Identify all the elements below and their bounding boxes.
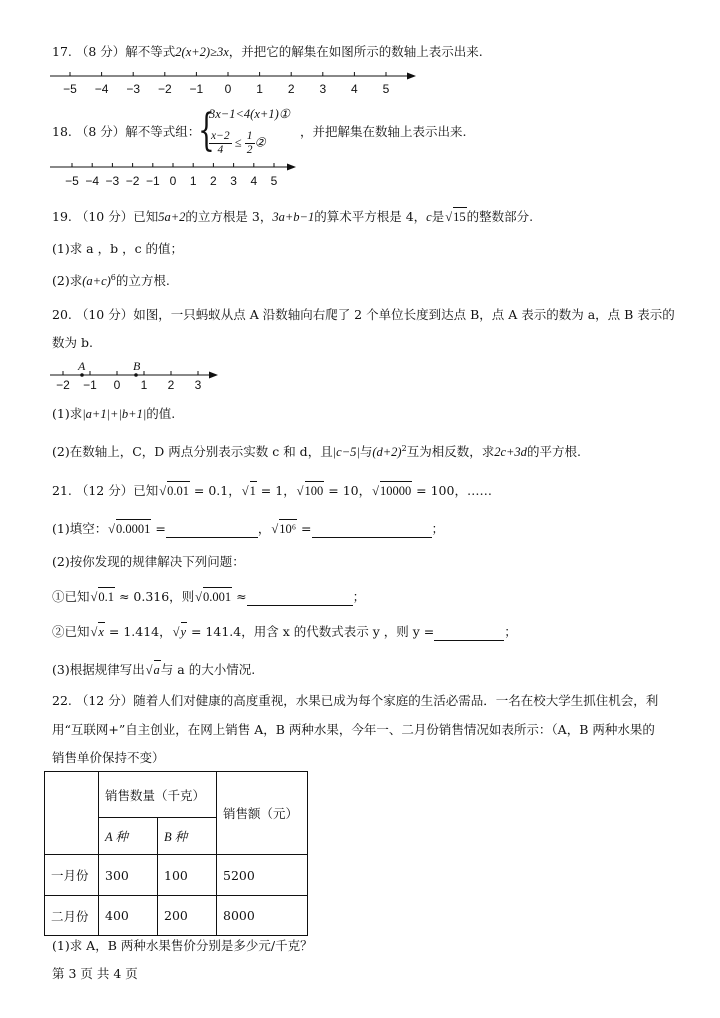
- table-cell-month: 一月份: [45, 855, 99, 896]
- table-row: [45, 896, 308, 936]
- q17-axis-tick-label: 2: [287, 82, 295, 96]
- q17-axis-tick-label: −1: [189, 82, 204, 96]
- table-corner-cell: [45, 772, 99, 855]
- page-footer: 第 3 页 共 4 页: [52, 966, 138, 981]
- table-header-quantity: 销售数量（千克）: [99, 772, 217, 818]
- q20-point-b-dot: [134, 373, 138, 377]
- table-header-amount: 销售额（元）: [217, 772, 308, 855]
- q20-axis-tick-label: −2: [56, 378, 70, 392]
- q20-point-a-dot: [80, 373, 84, 377]
- table-cell-amount: 8000: [217, 896, 308, 936]
- q22-part1: (1)求 A，B 两种水果售价分别是多少元/千克？: [52, 938, 313, 953]
- q18-axis-tick-label: −1: [145, 174, 160, 188]
- q22-stem-line3: 销售单价保持不变）: [52, 750, 165, 765]
- q18-inequality-2: $\frac{x-2}{4}$ ≤ $\frac{1}{2}$ ②: [211, 130, 266, 156]
- q18-axis-tick-label: 5: [270, 174, 278, 188]
- q21-answer-blank-4[interactable]: [434, 626, 504, 641]
- q20-part1: (1)求|a+1|+|b+1|的值.: [52, 406, 176, 421]
- q20-stem-line1: 20. （10 分）如图，一只蚂蚁从点 A 沿数轴向右爬了 2 个单位长度到达点 B，点 A 表示的数为 a，点 B 表示的: [52, 307, 675, 322]
- q21-part2: (2)按你发现的规律解决下列问题：: [52, 554, 245, 569]
- q18-axis-tick-label: −2: [125, 174, 140, 188]
- q17-axis-tick-label: −3: [126, 82, 141, 96]
- q18-suffix: ，并把解集在数轴上表示出来.: [300, 124, 467, 139]
- q18-axis-tick-label: −3: [105, 174, 120, 188]
- table-cell-a: 300: [99, 855, 158, 896]
- table-cell-amount: 5200: [217, 855, 308, 896]
- q19-part2: (2)求$(a+c)^6$的立方根.: [52, 272, 170, 288]
- q18-brace: {: [198, 105, 215, 156]
- q20-axis-tick-label: 3: [194, 378, 202, 392]
- q17-axis-tick-label: −4: [94, 82, 109, 96]
- q20-axis-tick-label: 2: [167, 378, 175, 392]
- q20-point-b-label: B: [133, 359, 141, 373]
- q21-answer-blank-1[interactable]: [166, 523, 258, 538]
- q17-inequality: 2(x+2)≥3x: [175, 45, 229, 59]
- q17-axis-tick-label: 3: [319, 82, 327, 96]
- q18-axis-tick-label: −5: [65, 174, 79, 188]
- q21-stem: 21. （12 分）已知 √ 0.01 = 0.1， √ 1 = 1， √ 100 = 10， √ 10000 = 100，……: [52, 481, 492, 500]
- table-cell-b: 100: [158, 855, 217, 896]
- q20-axis-arrow: [209, 372, 218, 379]
- q18-prefix: 18. （8 分）解不等式组：: [52, 124, 201, 139]
- q21-answer-blank-3[interactable]: [247, 591, 353, 606]
- q21-answer-blank-2[interactable]: [312, 523, 432, 538]
- q17-axis-tick-label: 0: [224, 82, 232, 96]
- q18-axis-tick-label: 4: [250, 174, 258, 188]
- q22-stem-line2: 用“互联网+”自主创业，在网上销售 A，B 两种水果，今年一、二月份销售情况如表所示：（A，B 两种水果的: [52, 722, 655, 737]
- q17-stem: 17. （8 分）解不等式2(x+2)≥3x，并把它的解集在如图所示的数轴上表示出来.: [52, 44, 483, 59]
- sales-table: [44, 771, 308, 936]
- q21-part3: (3)根据规律写出 √ a与 a 的大小情况.: [52, 660, 255, 679]
- table-cell-month: 二月份: [45, 896, 99, 936]
- q18-axis-tick-label: 0: [169, 174, 177, 188]
- table-cell-a: 400: [99, 896, 158, 936]
- q18-axis-tick-label: −4: [85, 174, 100, 188]
- q21-case2: ②已知 √ x = 1.414， √ y = 141.4，用含 x 的代数式表示 y ，则 y = ；: [52, 622, 517, 641]
- q18-axis-tick-label: 3: [230, 174, 237, 188]
- q19-part1: (1)求 a ，b ，c 的值；: [52, 241, 184, 256]
- q17-axis-tick-label: 1: [256, 82, 263, 96]
- q19-sqrt-15: √ 15: [453, 207, 466, 226]
- q20-axis-tick-label: 1: [140, 378, 148, 392]
- q20-point-a-label: A: [78, 359, 86, 373]
- q18-axis-tick-label: 2: [210, 174, 217, 188]
- q17-axis-tick-label: 4: [351, 82, 358, 96]
- q18-axis-tick-label: 1: [189, 174, 197, 188]
- q20-part2: (2)在数轴上，C，D 两点分别表示实数 c 和 d，且|c−5|与$(d+2)^2$互为相反数，求2c+3d的平方根.: [52, 443, 581, 459]
- q22-stem-line1: 22. （12 分）随着人们对健康的高度重视，水果已成为每个家庭的生活必需品．一名在校大学生抓住机会，利: [52, 693, 659, 708]
- q17-axis-tick-label: −2: [157, 82, 172, 96]
- table-header-b: B 种: [158, 818, 217, 855]
- table-header-a: A 种: [99, 818, 158, 855]
- q19-stem: 19. （10 分）已知5a+2的立方根是 3，3a+b−1的算术平方根是 4，c是 √ 15的整数部分.: [52, 207, 533, 226]
- table-cell-b: 200: [158, 896, 217, 936]
- q20-axis-tick-label: 0: [113, 378, 121, 392]
- q20-stem-line2: 数为 b.: [52, 335, 93, 350]
- q18-inequality-1: 3x−1<4(x+1)①: [209, 107, 290, 121]
- q17-axis-tick-label: −5: [63, 82, 77, 96]
- q20-axis-tick-label: −1: [83, 378, 97, 392]
- table-row: [45, 855, 308, 896]
- q17-axis-tick-label: 5: [382, 82, 390, 96]
- q21-case1: ①已知 √ 0.1 ≈ 0.316，则 √ 0.001 ≈ ；: [52, 587, 365, 606]
- q21-part1: (1)填空： √ 0.0001 = ， √ 10⁶ = ；: [52, 519, 444, 538]
